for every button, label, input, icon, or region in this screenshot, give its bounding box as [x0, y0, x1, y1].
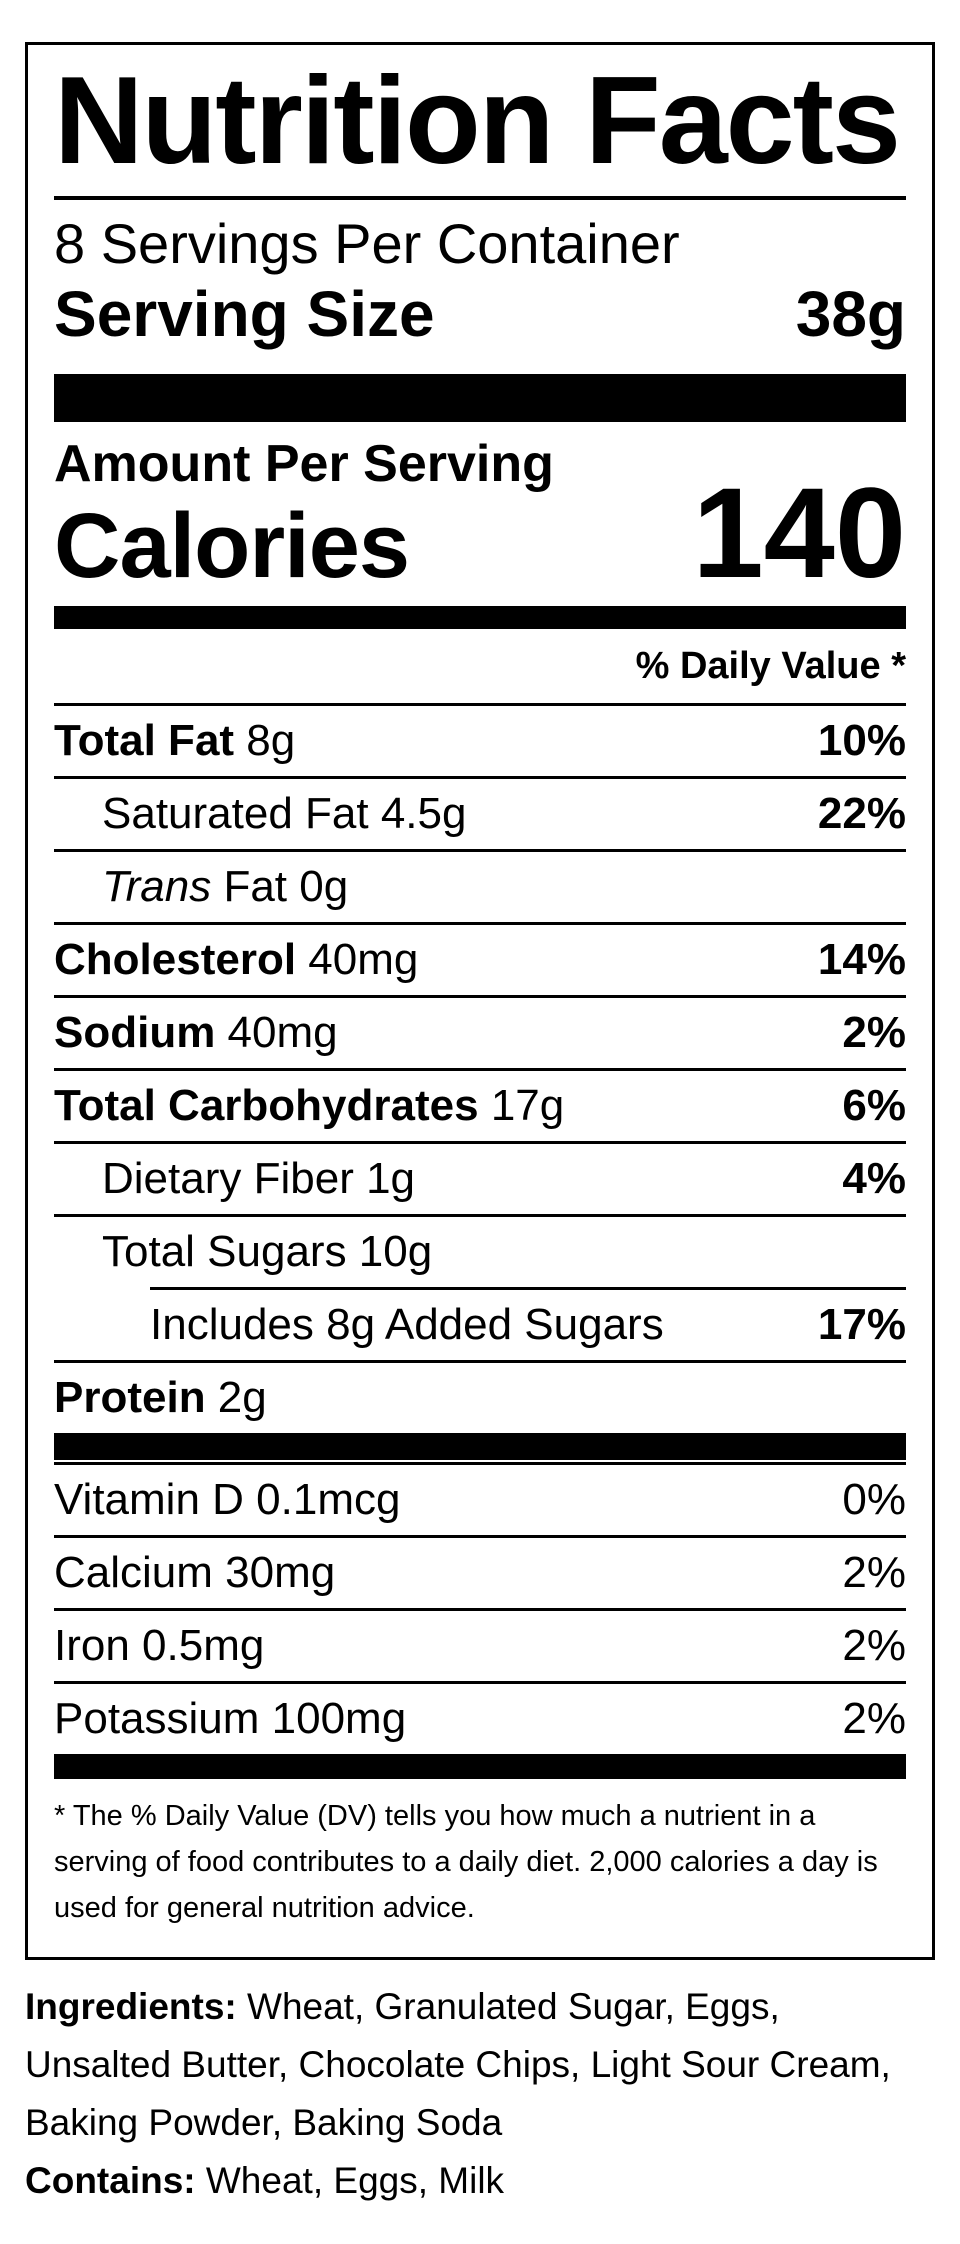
separator-bar-protein: [54, 1433, 906, 1460]
ingredients-label: Ingredients:: [25, 1986, 237, 2027]
daily-value-percent: 14%: [817, 935, 906, 984]
nutrient-name: Calcium 30mg: [54, 1548, 336, 1597]
nutrient-row: [54, 1290, 906, 1360]
nutrient-name: Saturated Fat 4.5g: [102, 789, 467, 838]
nutrient-name: Total Fat 8g: [54, 716, 296, 765]
nutrient-name: Dietary Fiber 1g: [102, 1154, 416, 1203]
nutrient-row: [54, 1363, 906, 1433]
vitamin-row: [54, 1465, 906, 1535]
nutrient-row: [54, 852, 906, 922]
ingredients-block: [25, 1978, 905, 2210]
daily-value-percent: 2%: [842, 1621, 906, 1670]
ingredients-text: [25, 1978, 905, 2152]
nutrient-name: Potassium 100mg: [54, 1694, 407, 1743]
nutrient-row: [54, 779, 906, 849]
nutrient-row: [54, 706, 906, 776]
daily-value-percent: 4%: [842, 1154, 906, 1203]
daily-value-percent: 0%: [842, 1475, 906, 1524]
daily-value-percent: 2%: [842, 1548, 906, 1597]
nutrient-name: Trans Fat 0g: [102, 862, 349, 911]
separator-bar-thick: [54, 374, 906, 422]
daily-value-percent: 10%: [817, 716, 906, 765]
contains-list: Wheat, Eggs, Milk: [195, 2160, 505, 2201]
vitamin-row: [54, 1611, 906, 1681]
amount-per-serving-label: Amount Per Serving: [54, 435, 554, 493]
serving-size-row: [54, 274, 906, 374]
nutrient-name: Vitamin D 0.1mcg: [54, 1475, 401, 1524]
nutrient-name: Sodium 40mg: [54, 1008, 338, 1057]
nutrient-name: Iron 0.5mg: [54, 1621, 265, 1670]
nutrient-rows: [54, 706, 906, 1433]
nutrient-name: Cholesterol 40mg: [54, 935, 419, 984]
nutrient-name: Protein 2g: [54, 1373, 267, 1422]
daily-value-percent: 22%: [817, 789, 906, 838]
calories-value: 140: [692, 462, 906, 605]
nutrient-row: [54, 925, 906, 995]
serving-size-label: Serving Size: [54, 278, 435, 350]
daily-value-footnote: * The % Daily Value (DV) tells you how much a nutrient in a serving of food contributes to a daily diet. 2,000 calories a day is used for general nutrition advice.: [54, 1800, 878, 1924]
nutrient-row: [54, 1217, 906, 1287]
daily-value-header: % Daily Value *: [635, 645, 906, 687]
nutrient-name: Includes 8g Added Sugars: [150, 1300, 664, 1349]
daily-value-percent: 2%: [842, 1694, 906, 1743]
nutrition-facts-title: Nutrition Facts: [54, 52, 899, 190]
daily-value-percent: 6%: [842, 1081, 906, 1130]
nutrition-facts-panel: [25, 42, 935, 1960]
nutrient-row: [54, 998, 906, 1068]
servings-per-container: 8 Servings Per Container: [54, 212, 680, 275]
contains-text: [25, 2152, 905, 2210]
calories-label: Calories: [54, 495, 410, 597]
nutrient-name: Total Sugars 10g: [102, 1227, 433, 1276]
vitamin-row: [54, 1684, 906, 1754]
vitamin-rows: [54, 1465, 906, 1754]
ingredients-list: Wheat, Granulated Sugar, Eggs, Unsalted Butter, Chocolate Chips, Light Sour Cream, Baking Powder, Baking Soda: [25, 1986, 891, 2143]
serving-size-value: 38g: [795, 278, 906, 350]
vitamin-row: [54, 1538, 906, 1608]
daily-value-percent: 17%: [817, 1300, 906, 1349]
nutrient-name: Total Carbohydrates 17g: [54, 1081, 565, 1130]
separator-bar-footnote: [54, 1754, 906, 1779]
nutrient-row: [54, 1144, 906, 1214]
separator-bar-medium: [54, 606, 906, 629]
nutrient-row: [54, 1071, 906, 1141]
contains-label: Contains:: [25, 2160, 196, 2201]
daily-value-percent: 2%: [842, 1008, 906, 1057]
